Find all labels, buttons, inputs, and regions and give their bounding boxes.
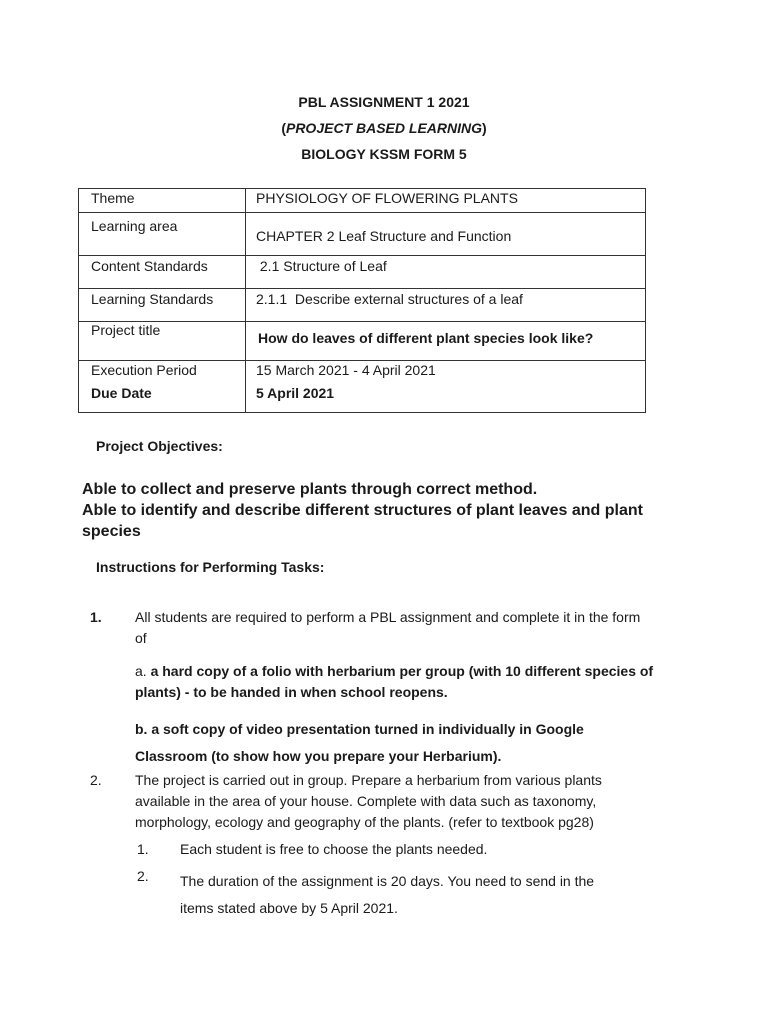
table-row <box>79 256 646 289</box>
instruction-item-1a: a. a hard copy of a folio with herbarium per group (with 10 different species of plants) - to be handed in when school reopens. <box>135 663 654 700</box>
sub-item-number: 1. <box>137 841 149 857</box>
table-row <box>79 361 646 385</box>
row-label: Learning Standards <box>79 289 246 322</box>
row-label: Execution Period <box>79 361 246 385</box>
sub-item-2-line: The duration of the assignment is 20 days. You need to send in the <box>180 873 595 889</box>
row-label: Theme <box>79 189 246 213</box>
item-1b-line: b. a soft copy of video presentation turned in individually in Google <box>135 721 584 737</box>
sub-item-2-line: items stated above by 5 April 2021. <box>180 900 398 916</box>
table-row <box>79 213 646 256</box>
subject-title: BIOLOGY KSSM FORM 5 <box>301 146 467 162</box>
item-1b-line: Classroom (to show how you prepare your Herbarium). <box>135 748 502 764</box>
instruction-item-1b <box>135 716 655 770</box>
sub-item-1: Each student is free to choose the plants needed. <box>180 841 488 857</box>
instruction-item-2: The project is carried out in group. Prepare a herbarium from various plants available in the area of your house. Complete with data such as taxonomy, morphology, ecology and geography of the plants. (refer to textbook pg28) <box>135 772 602 830</box>
assignment-info-table <box>78 188 646 413</box>
row-value: 5 April 2021 <box>246 384 646 413</box>
row-value: 2.1.1 Describe external structures of a leaf <box>246 289 646 322</box>
objective-line: Able to identify and describe different structures of plant leaves and plant species <box>82 502 643 540</box>
row-label: Project title <box>79 322 246 361</box>
row-value: PHYSIOLOGY OF FLOWERING PLANTS <box>246 189 646 213</box>
objective-line: Able to collect and preserve plants through correct method. <box>82 481 538 498</box>
assignment-title: PBL ASSIGNMENT 1 2021 <box>298 94 470 110</box>
table-row <box>79 189 646 213</box>
item-number: 1. <box>90 609 102 625</box>
table-row <box>79 322 646 361</box>
objectives-text <box>82 479 682 542</box>
sub-item-2 <box>180 868 650 922</box>
assignment-subtitle: (PROJECT BASED LEARNING) <box>281 120 487 136</box>
row-value: CHAPTER 2 Leaf Structure and Function <box>246 213 646 256</box>
instructions-heading: Instructions for Performing Tasks: <box>96 559 325 575</box>
row-value: 2.1 Structure of Leaf <box>246 256 646 289</box>
instruction-item-1: All students are required to perform a PBL assignment and complete it in the form of <box>135 609 641 646</box>
table-row <box>79 384 646 413</box>
sub-item-number: 2. <box>137 868 149 884</box>
row-value: 15 March 2021 - 4 April 2021 <box>246 361 646 385</box>
table-row <box>79 289 646 322</box>
objectives-heading: Project Objectives: <box>96 438 223 454</box>
row-label: Learning area <box>79 213 246 256</box>
row-label: Content Standards <box>79 256 246 289</box>
item-number: 2. <box>90 772 102 788</box>
row-value: How do leaves of different plant species look like? <box>246 322 646 361</box>
row-label: Due Date <box>79 384 246 413</box>
